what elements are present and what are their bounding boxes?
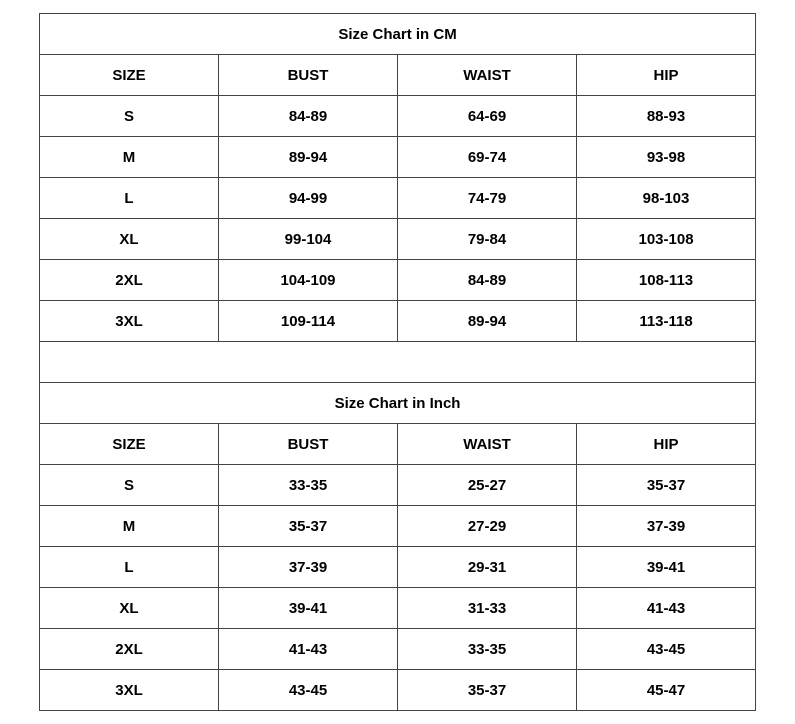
cm-cell-waist: 74-79 — [398, 178, 577, 219]
cm-cell-size: 2XL — [40, 260, 219, 301]
cm-header-bust: BUST — [219, 55, 398, 96]
inch-cell-size: M — [40, 506, 219, 547]
cm-row-xl — [40, 219, 756, 260]
inch-header-bust: BUST — [219, 424, 398, 465]
cm-row-2xl — [40, 260, 756, 301]
inch-cell-hip: 39-41 — [577, 547, 756, 588]
inch-cell-hip: 41-43 — [577, 588, 756, 629]
section-spacer — [40, 342, 756, 383]
cm-cell-hip: 93-98 — [577, 137, 756, 178]
cm-header-hip: HIP — [577, 55, 756, 96]
cm-cell-bust: 89-94 — [219, 137, 398, 178]
cm-row-s — [40, 96, 756, 137]
inch-cell-hip: 35-37 — [577, 465, 756, 506]
cm-cell-hip: 103-108 — [577, 219, 756, 260]
inch-cell-size: 3XL — [40, 670, 219, 711]
inch-cell-waist: 27-29 — [398, 506, 577, 547]
cm-header-waist: WAIST — [398, 55, 577, 96]
cm-cell-size: M — [40, 137, 219, 178]
inch-row-m — [40, 506, 756, 547]
cm-cell-bust: 99-104 — [219, 219, 398, 260]
cm-cell-size: L — [40, 178, 219, 219]
cm-header-row — [40, 55, 756, 96]
cm-cell-size: 3XL — [40, 301, 219, 342]
cm-title-row — [40, 14, 756, 55]
cm-row-m — [40, 137, 756, 178]
inch-row-s — [40, 465, 756, 506]
inch-chart-title: Size Chart in Inch — [40, 383, 756, 424]
inch-cell-bust: 33-35 — [219, 465, 398, 506]
cm-cell-waist: 79-84 — [398, 219, 577, 260]
cm-cell-waist: 84-89 — [398, 260, 577, 301]
cm-cell-waist: 64-69 — [398, 96, 577, 137]
inch-cell-size: S — [40, 465, 219, 506]
inch-header-size: SIZE — [40, 424, 219, 465]
inch-title-row — [40, 383, 756, 424]
inch-row-2xl — [40, 629, 756, 670]
inch-cell-bust: 37-39 — [219, 547, 398, 588]
section-spacer-row — [40, 342, 756, 383]
cm-cell-hip: 108-113 — [577, 260, 756, 301]
inch-cell-waist: 31-33 — [398, 588, 577, 629]
inch-header-hip: HIP — [577, 424, 756, 465]
cm-cell-waist: 69-74 — [398, 137, 577, 178]
inch-cell-bust: 35-37 — [219, 506, 398, 547]
inch-cell-bust: 43-45 — [219, 670, 398, 711]
inch-cell-waist: 35-37 — [398, 670, 577, 711]
cm-cell-bust: 94-99 — [219, 178, 398, 219]
inch-cell-hip: 45-47 — [577, 670, 756, 711]
cm-cell-bust: 104-109 — [219, 260, 398, 301]
inch-cell-waist: 33-35 — [398, 629, 577, 670]
inch-cell-waist: 25-27 — [398, 465, 577, 506]
inch-cell-bust: 39-41 — [219, 588, 398, 629]
inch-row-3xl — [40, 670, 756, 711]
inch-cell-size: 2XL — [40, 629, 219, 670]
inch-cell-hip: 43-45 — [577, 629, 756, 670]
cm-cell-bust: 109-114 — [219, 301, 398, 342]
cm-cell-hip: 88-93 — [577, 96, 756, 137]
cm-cell-bust: 84-89 — [219, 96, 398, 137]
cm-chart-title: Size Chart in CM — [40, 14, 756, 55]
cm-cell-hip: 98-103 — [577, 178, 756, 219]
cm-cell-size: XL — [40, 219, 219, 260]
inch-header-row — [40, 424, 756, 465]
inch-row-xl — [40, 588, 756, 629]
cm-cell-size: S — [40, 96, 219, 137]
cm-cell-waist: 89-94 — [398, 301, 577, 342]
size-chart-sheet — [39, 13, 755, 711]
cm-header-size: SIZE — [40, 55, 219, 96]
size-chart-table — [39, 13, 756, 711]
inch-cell-waist: 29-31 — [398, 547, 577, 588]
inch-cell-hip: 37-39 — [577, 506, 756, 547]
inch-cell-size: L — [40, 547, 219, 588]
inch-cell-size: XL — [40, 588, 219, 629]
inch-cell-bust: 41-43 — [219, 629, 398, 670]
inch-header-waist: WAIST — [398, 424, 577, 465]
size-chart-body — [40, 14, 756, 711]
cm-row-3xl — [40, 301, 756, 342]
cm-cell-hip: 113-118 — [577, 301, 756, 342]
inch-row-l — [40, 547, 756, 588]
cm-row-l — [40, 178, 756, 219]
